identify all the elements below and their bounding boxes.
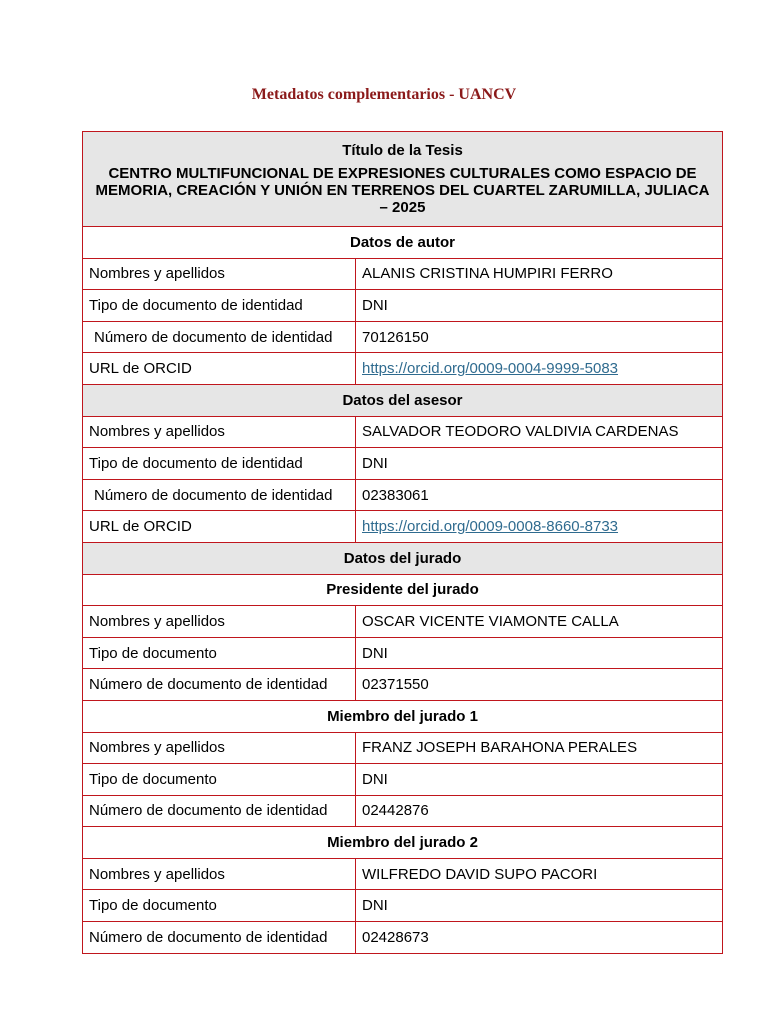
table-row (83, 290, 723, 322)
author-docnum-value: 70126150 (356, 321, 723, 353)
author-section-heading: Datos de autor (83, 227, 723, 259)
author-name-value: ALANIS CRISTINA HUMPIRI FERRO (356, 258, 723, 290)
author-name-label: Nombres y apellidos (83, 258, 356, 290)
advisor-section-heading: Datos del asesor (83, 384, 723, 416)
author-orcid-cell (356, 353, 723, 385)
advisor-orcid-cell (356, 511, 723, 543)
author-orcid-link[interactable]: https://orcid.org/0009-0004-9999-5083 (362, 360, 619, 378)
advisor-name-value: SALVADOR TEODORO VALDIVIA CARDENAS (356, 416, 723, 448)
document-title: Metadatos complementarios - UANCV (251, 86, 517, 103)
author-orcid-label: URL de ORCID (83, 353, 356, 385)
table-row (83, 479, 723, 511)
table-row (83, 669, 723, 701)
member2-doctype-value: DNI (356, 890, 723, 922)
president-doctype-value: DNI (356, 637, 723, 669)
advisor-doctype-label: Tipo de documento de identidad (83, 448, 356, 480)
member1-docnum-label: Número de documento de identidad (83, 795, 356, 827)
member1-doctype-label: Tipo de documento (83, 764, 356, 796)
metadata-table (82, 131, 723, 954)
section-header-row (83, 227, 723, 259)
member2-name-value: WILFREDO DAVID SUPO PACORI (356, 858, 723, 890)
member2-docnum-value: 02428673 (356, 922, 723, 954)
advisor-orcid-link[interactable]: https://orcid.org/0009-0008-8660-8733 (362, 518, 619, 536)
advisor-docnum-value: 02383061 (356, 479, 723, 511)
author-doctype-label: Tipo de documento de identidad (83, 290, 356, 322)
jury-section-heading: Datos del jurado (83, 542, 723, 574)
advisor-docnum-label: Número de documento de identidad (83, 479, 356, 511)
member2-name-label: Nombres y apellidos (83, 858, 356, 890)
president-docnum-label: Número de documento de identidad (83, 669, 356, 701)
member1-heading: Miembro del jurado 1 (83, 700, 723, 732)
advisor-orcid-label: URL de ORCID (83, 511, 356, 543)
member1-name-value: FRANZ JOSEPH BARAHONA PERALES (356, 732, 723, 764)
section-header-row (83, 542, 723, 574)
thesis-title-label: Título de la Tesis (342, 142, 463, 159)
section-header-row (83, 384, 723, 416)
thesis-title-cell (83, 132, 723, 227)
president-name-label: Nombres y apellidos (83, 606, 356, 638)
thesis-title-row (83, 132, 723, 227)
table-row (83, 353, 723, 385)
subsection-header-row (83, 700, 723, 732)
table-row (83, 448, 723, 480)
advisor-doctype-value: DNI (356, 448, 723, 480)
president-doctype-label: Tipo de documento (83, 637, 356, 669)
thesis-title-text: CENTRO MULTIFUNCIONAL DE EXPRESIONES CULTURALES COMO ESPACIO DE MEMORIA, CREACIÓN Y UNIÓN EN TERRENOS DEL CUARTEL ZARUMILLA, JULIACA – 2025 (95, 165, 710, 216)
president-heading: Presidente del jurado (83, 574, 723, 606)
table-row (83, 321, 723, 353)
subsection-header-row (83, 574, 723, 606)
author-doctype-value: DNI (356, 290, 723, 322)
table-row (83, 258, 723, 290)
table-row (83, 890, 723, 922)
table-row (83, 606, 723, 638)
table-row (83, 922, 723, 954)
table-row (83, 858, 723, 890)
table-row (83, 637, 723, 669)
member2-docnum-label: Número de documento de identidad (83, 922, 356, 954)
table-row (83, 511, 723, 543)
member1-doctype-value: DNI (356, 764, 723, 796)
advisor-name-label: Nombres y apellidos (83, 416, 356, 448)
member2-doctype-label: Tipo de documento (83, 890, 356, 922)
table-row (83, 795, 723, 827)
table-row (83, 732, 723, 764)
subsection-header-row (83, 827, 723, 859)
member2-heading: Miembro del jurado 2 (83, 827, 723, 859)
president-name-value: OSCAR VICENTE VIAMONTE CALLA (356, 606, 723, 638)
author-docnum-label: Número de documento de identidad (83, 321, 356, 353)
table-row (83, 764, 723, 796)
table-row (83, 416, 723, 448)
president-docnum-value: 02371550 (356, 669, 723, 701)
member1-name-label: Nombres y apellidos (83, 732, 356, 764)
member1-docnum-value: 02442876 (356, 795, 723, 827)
